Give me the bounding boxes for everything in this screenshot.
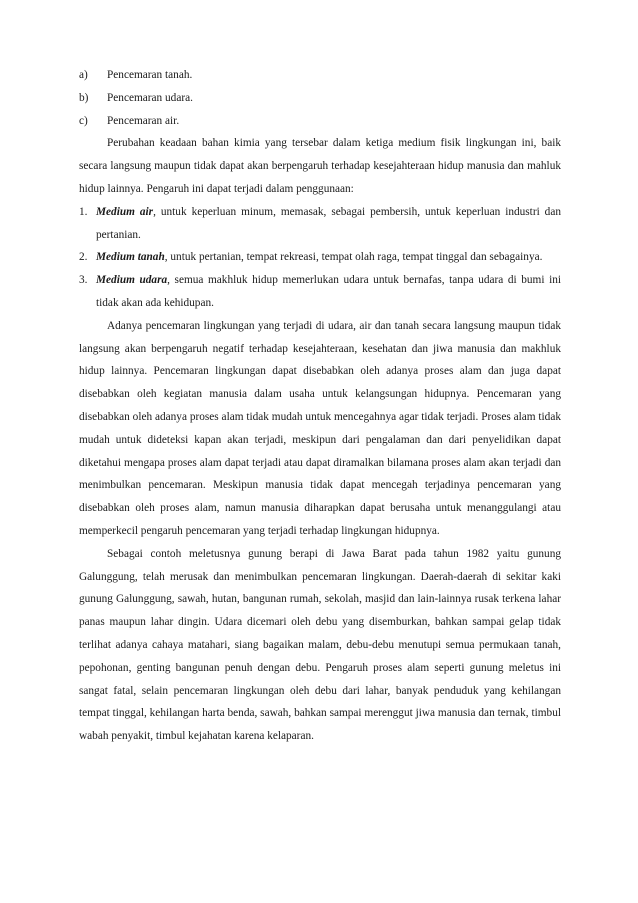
list-marker: 3.	[79, 274, 88, 287]
list-marker: b)	[79, 91, 89, 104]
list-marker: 1.	[79, 205, 88, 218]
numbered-list-item	[79, 269, 561, 315]
list-item-text: Pencemaran air.	[107, 114, 180, 127]
numbered-list-item	[79, 201, 561, 247]
list-marker: 2.	[79, 251, 88, 264]
medium-term: Medium udara	[96, 274, 168, 287]
intro-paragraph: Perubahan keadaan bahan kimia yang tersebar dalam ketiga medium fisik lingkungan ini, baik secara langsung maupun tidak dapat akan berpengaruh terhadap kesejahteraan hidup manusia dan mahluk hidup lainnya. Pengaruh ini dapat terjadi dalam penggunaan:	[79, 137, 561, 195]
medium-term: Medium tanah	[96, 251, 165, 264]
body-paragraph: Sebagai contoh meletusnya gunung berapi di Jawa Barat pada tahun 1982 yaitu gunung Galunggung, telah merusak dan menimbulkan pencemaran lingkungan. Daerah-daerah di sekitar kaki gunung Galunggung, sawah, hutan, bangunan rumah, sekolah, masjid dan lain-lainnya rusak terkena lahar panas maupun lahar dingin. Udara dicemari oleh debu yang disemburkan, bahkan sampai gelap tidak terlihat adanya cahaya matahari, siang bagaikan malam, debu-debu menutupi semua permukaan tanah, pepohonan, genting bangunan penuh dengan debu. Pengaruh proses alam seperti gunung meletus ini sangat fatal, selain pencemaran lingkungan oleh debu dari lahar, banyak penduduk yang kehilangan tempat tinggal, kehilangan harta benda, sawah, bahkan sampai merenggut jiwa manusia dan ternak, timbul wabah penyakit, timbul kejahatan karena kelaparan.	[79, 547, 561, 743]
list-item-text: Pencemaran tanah.	[107, 69, 193, 81]
list-item	[79, 110, 561, 133]
body-paragraph: Adanya pencemaran lingkungan yang terjadi di udara, air dan tanah secara langsung maupun tidak langsung akan berpengaruh negatif terhadap kesejahteraan, kesehatan dan jiwa manusia dan makhluk hidup lainnya. Pencemaran lingkungan dapat disebabkan oleh adanya proses alam dan juga dapat disebabkan oleh kegiatan manusia dalam usaha untuk kelangsungan hidupnya. Pencemaran yang disebabkan oleh adanya proses alam tidak mudah untuk mencegahnya agar tidak terjadi. Proses alam tidak mudah untuk dideteksi kapan akan terjadi, meskipun dari pengalaman dan dari penyelidikan dapat diketahui mengapa proses alam dapat terjadi atau dapat diramalkan bilamana proses alam akan terjadi dan menimbulkan pencemaran. Meskipun manusia tidak dapat mencegah terjadinya pencemaran yang disebabkan oleh proses alam, namun manusia diharapkan dapat berusaha untuk menanggulangi atau memperkecil pengaruh pencemaran yang terjadi terhadap lingkungan hidupnya.	[79, 319, 561, 537]
medium-term: Medium air	[96, 205, 154, 218]
numbered-list-item	[79, 246, 561, 269]
list-item	[79, 87, 561, 110]
list-item-text: Pencemaran udara.	[107, 91, 193, 104]
list-item-body	[96, 269, 561, 315]
list-marker: c)	[79, 114, 88, 127]
list-marker: a)	[79, 69, 88, 81]
list-item	[79, 64, 561, 87]
list-item-body	[96, 246, 561, 269]
list-item-text: , untuk pertanian, tempat rekreasi, tempat olah raga, tempat tinggal dan sebagainya.	[164, 251, 543, 264]
list-item-text: , semua makhluk hidup memerlukan udara untuk bernafas, tanpa udara di bumi ini tidak akan ada kehidupan.	[96, 274, 561, 309]
document-page	[79, 64, 561, 748]
list-item-body	[96, 201, 561, 247]
list-item-text: , untuk keperluan minum, memasak, sebagai pembersih, untuk keperluan industri dan pertanian.	[96, 205, 561, 241]
